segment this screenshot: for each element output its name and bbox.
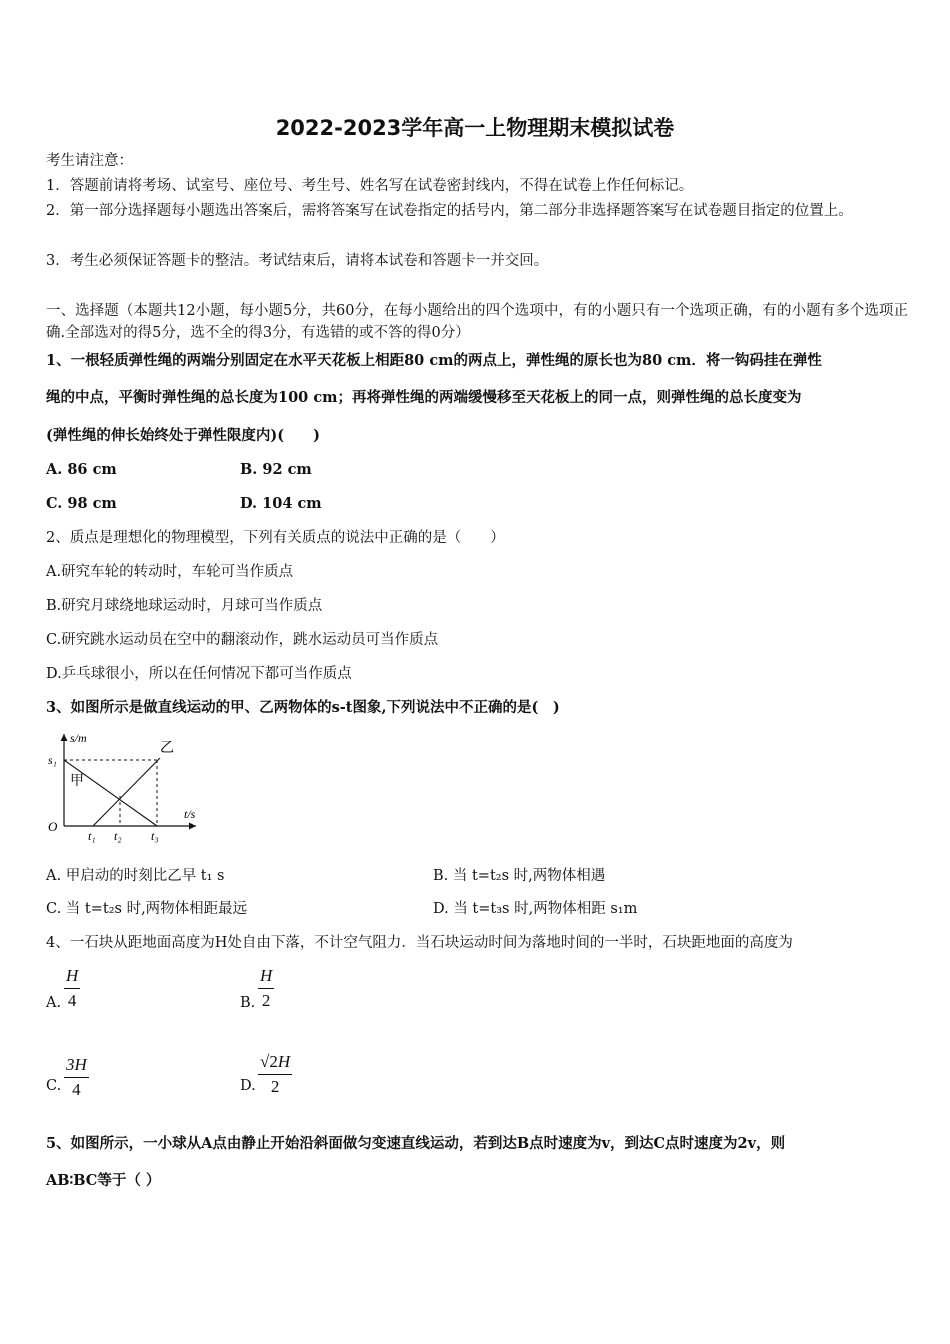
q4-option-c-fraction (64, 1055, 89, 1100)
q3-st-graph (44, 728, 214, 846)
q4-d-numerator (258, 1052, 292, 1075)
q2-option-a: A.研究车轮的转动时，车轮可当作质点 (46, 564, 294, 580)
notice-item-1: 1．答题前请将考场、试室号、座位号、考生号、姓名写在试卷密封线内，不得在试卷上作任何标记。 (46, 178, 694, 194)
q4-c-denominator: 4 (72, 1080, 81, 1099)
q4-d-numerator-var: H (277, 1052, 291, 1071)
jia-label: 甲 (70, 774, 84, 789)
q5-line-2: AB∶BC等于（ ） (46, 1172, 161, 1189)
q4-stem: 4、一石块从距地面高度为H处自由下落，不计空气阻力．当石块运动时间为落地时间的一半时，石块距地面的高度为 (46, 935, 793, 951)
q4-option-d-label: D. (240, 1078, 256, 1094)
s1-label: s₁ (48, 753, 57, 767)
q4-option-b-fraction (258, 966, 274, 1011)
q2-stem: 2、质点是理想化的物理模型，下列有关质点的说法中正确的是（ ） (46, 530, 505, 546)
q3-option-b: B. 当 t=t₂s 时,两物体相遇 (433, 868, 606, 884)
q1-option-d: D. 104 cm (240, 495, 322, 512)
q4-a-denominator: 4 (67, 991, 77, 1010)
q1-line-1: 1、一根轻质弹性绳的两端分别固定在水平天花板上相距80 cm的两点上，弹性绳的原长也为80 cm．将一钩码挂在弹性 (46, 352, 822, 369)
q1-option-a: A. 86 cm (46, 461, 117, 478)
q4-d-denominator: 2 (270, 1077, 280, 1096)
t3-label: t₃ (151, 829, 159, 843)
q4-option-c-label: C. (46, 1078, 62, 1094)
q1-line-3: (弹性绳的伸长始终处于弹性限度内)( ) (46, 427, 320, 444)
q1-option-b: B. 92 cm (240, 461, 312, 478)
x-axis-label: t/s (184, 807, 196, 821)
q4-c-numerator: 3H (64, 1055, 89, 1078)
q3-option-a: A. 甲启动的时刻比乙早 t₁ s (46, 868, 225, 884)
notice-heading: 考生请注意： (46, 153, 133, 169)
t1-label: t₁ (88, 829, 96, 843)
y-axis-label: s/m (70, 731, 87, 745)
q4-b-denominator: 2 (261, 991, 271, 1010)
q1-line-2: 绳的中点，平衡时弹性绳的总长度为100 cm；再将弹性绳的两端缓慢移至天花板上的同一点，则弹性绳的总长度变为 (46, 389, 802, 406)
q5-line-1: 5、如图所示，一小球从A点由静止开始沿斜面做匀变速直线运动，若到达B点时速度为v，到达C点时速度为2v，则 (46, 1135, 786, 1152)
q1-option-c: C. 98 cm (46, 495, 117, 512)
notice-item-3: 3．考生必须保证答题卡的整洁。考试结束后，请将本试卷和答题卡一并交回。 (46, 253, 549, 269)
t2-label: t₂ (114, 829, 122, 843)
q4-option-a-label: A. (46, 995, 62, 1011)
jia-line (64, 760, 157, 826)
q4-b-numerator: H (258, 966, 274, 989)
yi-line (93, 758, 160, 826)
yi-label: 乙 (160, 741, 174, 756)
section-heading: 一、选择题（本题共12小题，每小题5分，共60分，在每小题给出的四个选项中，有的小题只有一个选项正确，有的小题有多个选项正确.全部选对的得5分，选不全的得3分，有选错的或不答的得0分） (46, 303, 908, 341)
origin-label: O (48, 819, 58, 834)
q2-option-c: C.研究跳水运动员在空中的翻滚动作，跳水运动员可当作质点 (46, 632, 439, 648)
q2-option-b: B.研究月球绕地球运动时，月球可当作质点 (46, 598, 323, 614)
page-title: 2022-2023学年高一上物理期末模拟试卷 (275, 116, 675, 140)
q3-stem: 3、如图所示是做直线运动的甲、乙两物体的s-t图象,下列说法中不正确的是( ) (46, 699, 560, 716)
sqrt-two: √2 (260, 1052, 278, 1071)
q2-option-d: D.乒乓球很小，所以在任何情况下都可当作质点 (46, 666, 352, 682)
q4-option-a-fraction (64, 966, 80, 1011)
q3-option-d: D. 当 t=t₃s 时,两物体相距 s₁m (433, 901, 638, 917)
notice-item-2: 2．第一部分选择题每小题选出答案后，需将答案写在试卷指定的括号内，第二部分非选择题答案写在试卷题目指定的位置上。 (46, 203, 853, 219)
q4-option-b-label: B. (240, 995, 256, 1011)
q3-option-c: C. 当 t=t₂s 时,两物体相距最远 (46, 901, 248, 917)
q4-option-d-fraction (258, 1052, 292, 1097)
q4-a-numerator: H (64, 966, 80, 989)
